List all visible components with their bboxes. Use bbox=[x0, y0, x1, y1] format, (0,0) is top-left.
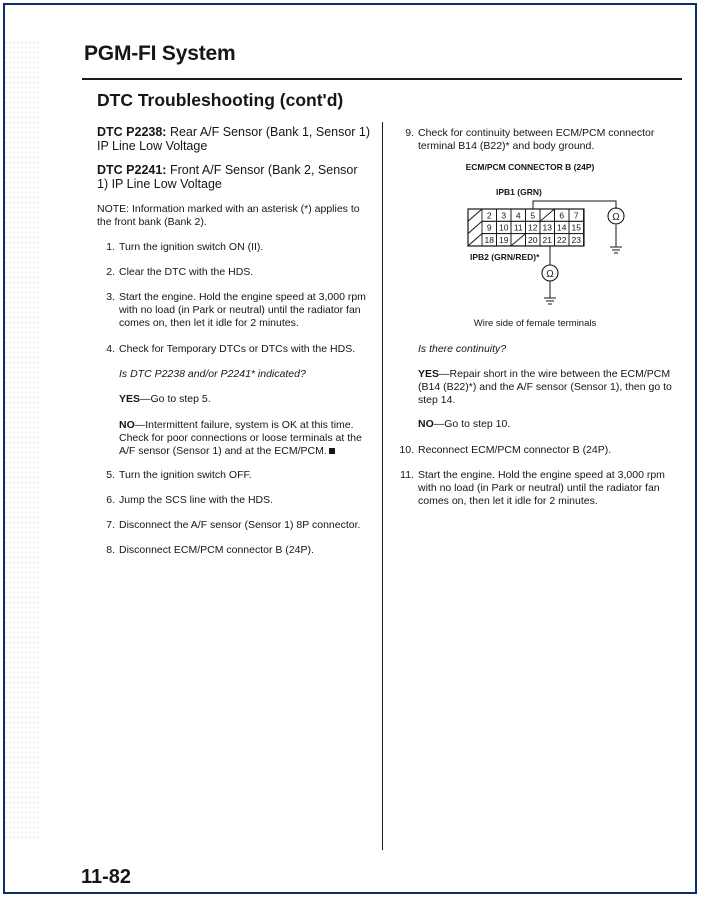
connector-pin-grid bbox=[468, 209, 584, 246]
no-text: Go to step 10. bbox=[444, 418, 511, 430]
yes-text: Repair short in the wire between the ECM/PCM (B14 (B22)*) and the A/F sensor (Sensor 1), then go to step 14. bbox=[418, 368, 672, 406]
dtc-heading-p2241 bbox=[97, 163, 371, 191]
connector-pin-label: 22 bbox=[557, 234, 567, 245]
header-rule bbox=[82, 78, 682, 80]
step-number: 3. bbox=[106, 291, 115, 303]
step-text: Jump the SCS line with the HDS. bbox=[119, 494, 274, 506]
step-number: 10. bbox=[399, 444, 414, 456]
step-number: 4. bbox=[106, 343, 115, 355]
step-text: Turn the ignition switch ON (II). bbox=[119, 241, 264, 253]
yes-text: Go to step 5. bbox=[150, 393, 211, 405]
step-text: Clear the DTC with the HDS. bbox=[119, 266, 254, 278]
diagram-title: ECM/PCM CONNECTOR B (24P) bbox=[465, 162, 595, 172]
connector-pin-label: 2 bbox=[486, 210, 492, 221]
dtc-code: DTC P2241: bbox=[97, 163, 167, 177]
step-text: Turn the ignition switch OFF. bbox=[119, 469, 252, 481]
no-text: Intermittent failure, system is OK at this time. Check for poor connections or loose terminals at the A/F sensor (Sensor 1) and at the ECM/PCM. bbox=[119, 419, 362, 457]
diagram-caption: Wire side of female terminals bbox=[473, 318, 597, 329]
step-text: Check for Temporary DTCs or DTCs with the HDS. bbox=[119, 343, 356, 355]
connector-empty-slot bbox=[540, 209, 555, 221]
yes-label: YES bbox=[418, 368, 440, 380]
step-9-question: Is there continuity? bbox=[418, 343, 507, 355]
connector-pin-label: 15 bbox=[571, 222, 581, 233]
connector-key-slash bbox=[584, 221, 585, 233]
connector-pin-label: 4 bbox=[515, 210, 521, 221]
step-4-no: NO—Intermittent failure, system is OK at this time. Check for poor connections or loose terminals at the A/F sensor (Sensor 1) and at the ECM/PCM. bbox=[119, 419, 362, 457]
step-number: 2. bbox=[106, 266, 115, 278]
dtc-heading-p2238 bbox=[97, 125, 371, 153]
connector-pin-label: 20 bbox=[528, 234, 538, 245]
step-text: Start the engine. Hold the engine speed at 3,000 rpm with no load (in Park or neutral) until the radiator fan comes on, then let it idle for 2 minutes. bbox=[119, 291, 366, 329]
connector-pin-label: 11 bbox=[513, 222, 523, 233]
ground-icon bbox=[610, 247, 622, 253]
connector-key-slash bbox=[584, 234, 585, 246]
ipb1-label: IPB1 (GRN) bbox=[496, 187, 542, 197]
connector-pin-label: 5 bbox=[530, 210, 536, 221]
ground-icon bbox=[544, 281, 556, 304]
step-number: 6. bbox=[106, 494, 115, 506]
no-label: NO bbox=[119, 419, 135, 431]
step-number: 8. bbox=[106, 544, 115, 556]
step-number: 1. bbox=[106, 241, 115, 253]
step-number: 9. bbox=[405, 127, 414, 139]
connector-empty-slot bbox=[511, 234, 526, 246]
dtc-code: DTC P2238: bbox=[97, 125, 167, 139]
connector-key-slash bbox=[468, 234, 482, 246]
step-number: 7. bbox=[106, 519, 115, 531]
step-text: Disconnect ECM/PCM connector B (24P). bbox=[119, 544, 314, 556]
step-4-yes: YES—Go to step 5. bbox=[119, 393, 211, 405]
step-9-yes: YES—Repair short in the wire between the ECM/PCM (B14 (B22)*) and the A/F sensor (Sensor 1), then go to step 14. bbox=[418, 368, 672, 406]
step-text: Check for continuity between ECM/PCM connector terminal B14 (B22)* and body ground. bbox=[418, 127, 655, 152]
connector-diagram bbox=[430, 155, 670, 335]
step-9-no: NO—Go to step 10. bbox=[418, 418, 511, 430]
section-title: DTC Troubleshooting (cont'd) bbox=[97, 90, 344, 110]
connector-pin-label: 23 bbox=[571, 234, 581, 245]
step-4-question: Is DTC P2238 and/or P2241* indicated? bbox=[119, 368, 306, 380]
yes-label: YES bbox=[119, 393, 141, 405]
connector-key-slash bbox=[468, 221, 482, 233]
column-divider bbox=[382, 122, 383, 850]
dtc-description: Front A/F Sensor (Bank 2, Sensor 1) IP Line Low Voltage bbox=[97, 163, 358, 191]
binding-speckle bbox=[4, 40, 40, 840]
connector-pin-label: 3 bbox=[501, 210, 507, 221]
connector-pin-label: 21 bbox=[542, 234, 552, 245]
step-number: 11. bbox=[400, 469, 414, 481]
connector-key-slash bbox=[468, 209, 482, 221]
step-number: 5. bbox=[106, 469, 115, 481]
end-marker-icon bbox=[329, 448, 335, 454]
page-number: 11-82 bbox=[81, 866, 132, 888]
connector-pin-label: 7 bbox=[573, 210, 579, 221]
no-label: NO bbox=[418, 418, 434, 430]
ipb2-label: IPB2 (GRN/RED)* bbox=[470, 252, 540, 262]
connector-pin-label: 18 bbox=[484, 234, 494, 245]
connector-pin-label: 19 bbox=[499, 234, 509, 245]
connector-pin-label: 10 bbox=[499, 222, 509, 233]
step-text: Reconnect ECM/PCM connector B (24P). bbox=[418, 444, 612, 456]
connector-pin-label: 12 bbox=[528, 222, 538, 233]
dtc-description: Rear A/F Sensor (Bank 1, Sensor 1) IP Line Low Voltage bbox=[97, 125, 371, 153]
ipb1-wire bbox=[533, 201, 616, 209]
ohm-symbol: Ω bbox=[546, 269, 554, 280]
connector-key-slash bbox=[584, 209, 585, 221]
ohm-symbol: Ω bbox=[612, 212, 620, 223]
connector-pin-label: 13 bbox=[542, 222, 552, 233]
connector-pin-label: 6 bbox=[559, 210, 565, 221]
system-title: PGM-FI System bbox=[84, 42, 236, 65]
connector-pin-label: 9 bbox=[486, 222, 492, 233]
step-text: Disconnect the A/F sensor (Sensor 1) 8P connector. bbox=[119, 519, 361, 531]
asterisk-note: NOTE: Information marked with an asterisk (*) applies to the front bank (Bank 2). bbox=[97, 203, 360, 228]
step-text: Start the engine. Hold the engine speed at 3,000 rpm with no load (in Park or neutral) until the radiator fan comes on, then let it idle for 2 minutes. bbox=[418, 469, 665, 507]
connector-pin-label: 14 bbox=[557, 222, 567, 233]
